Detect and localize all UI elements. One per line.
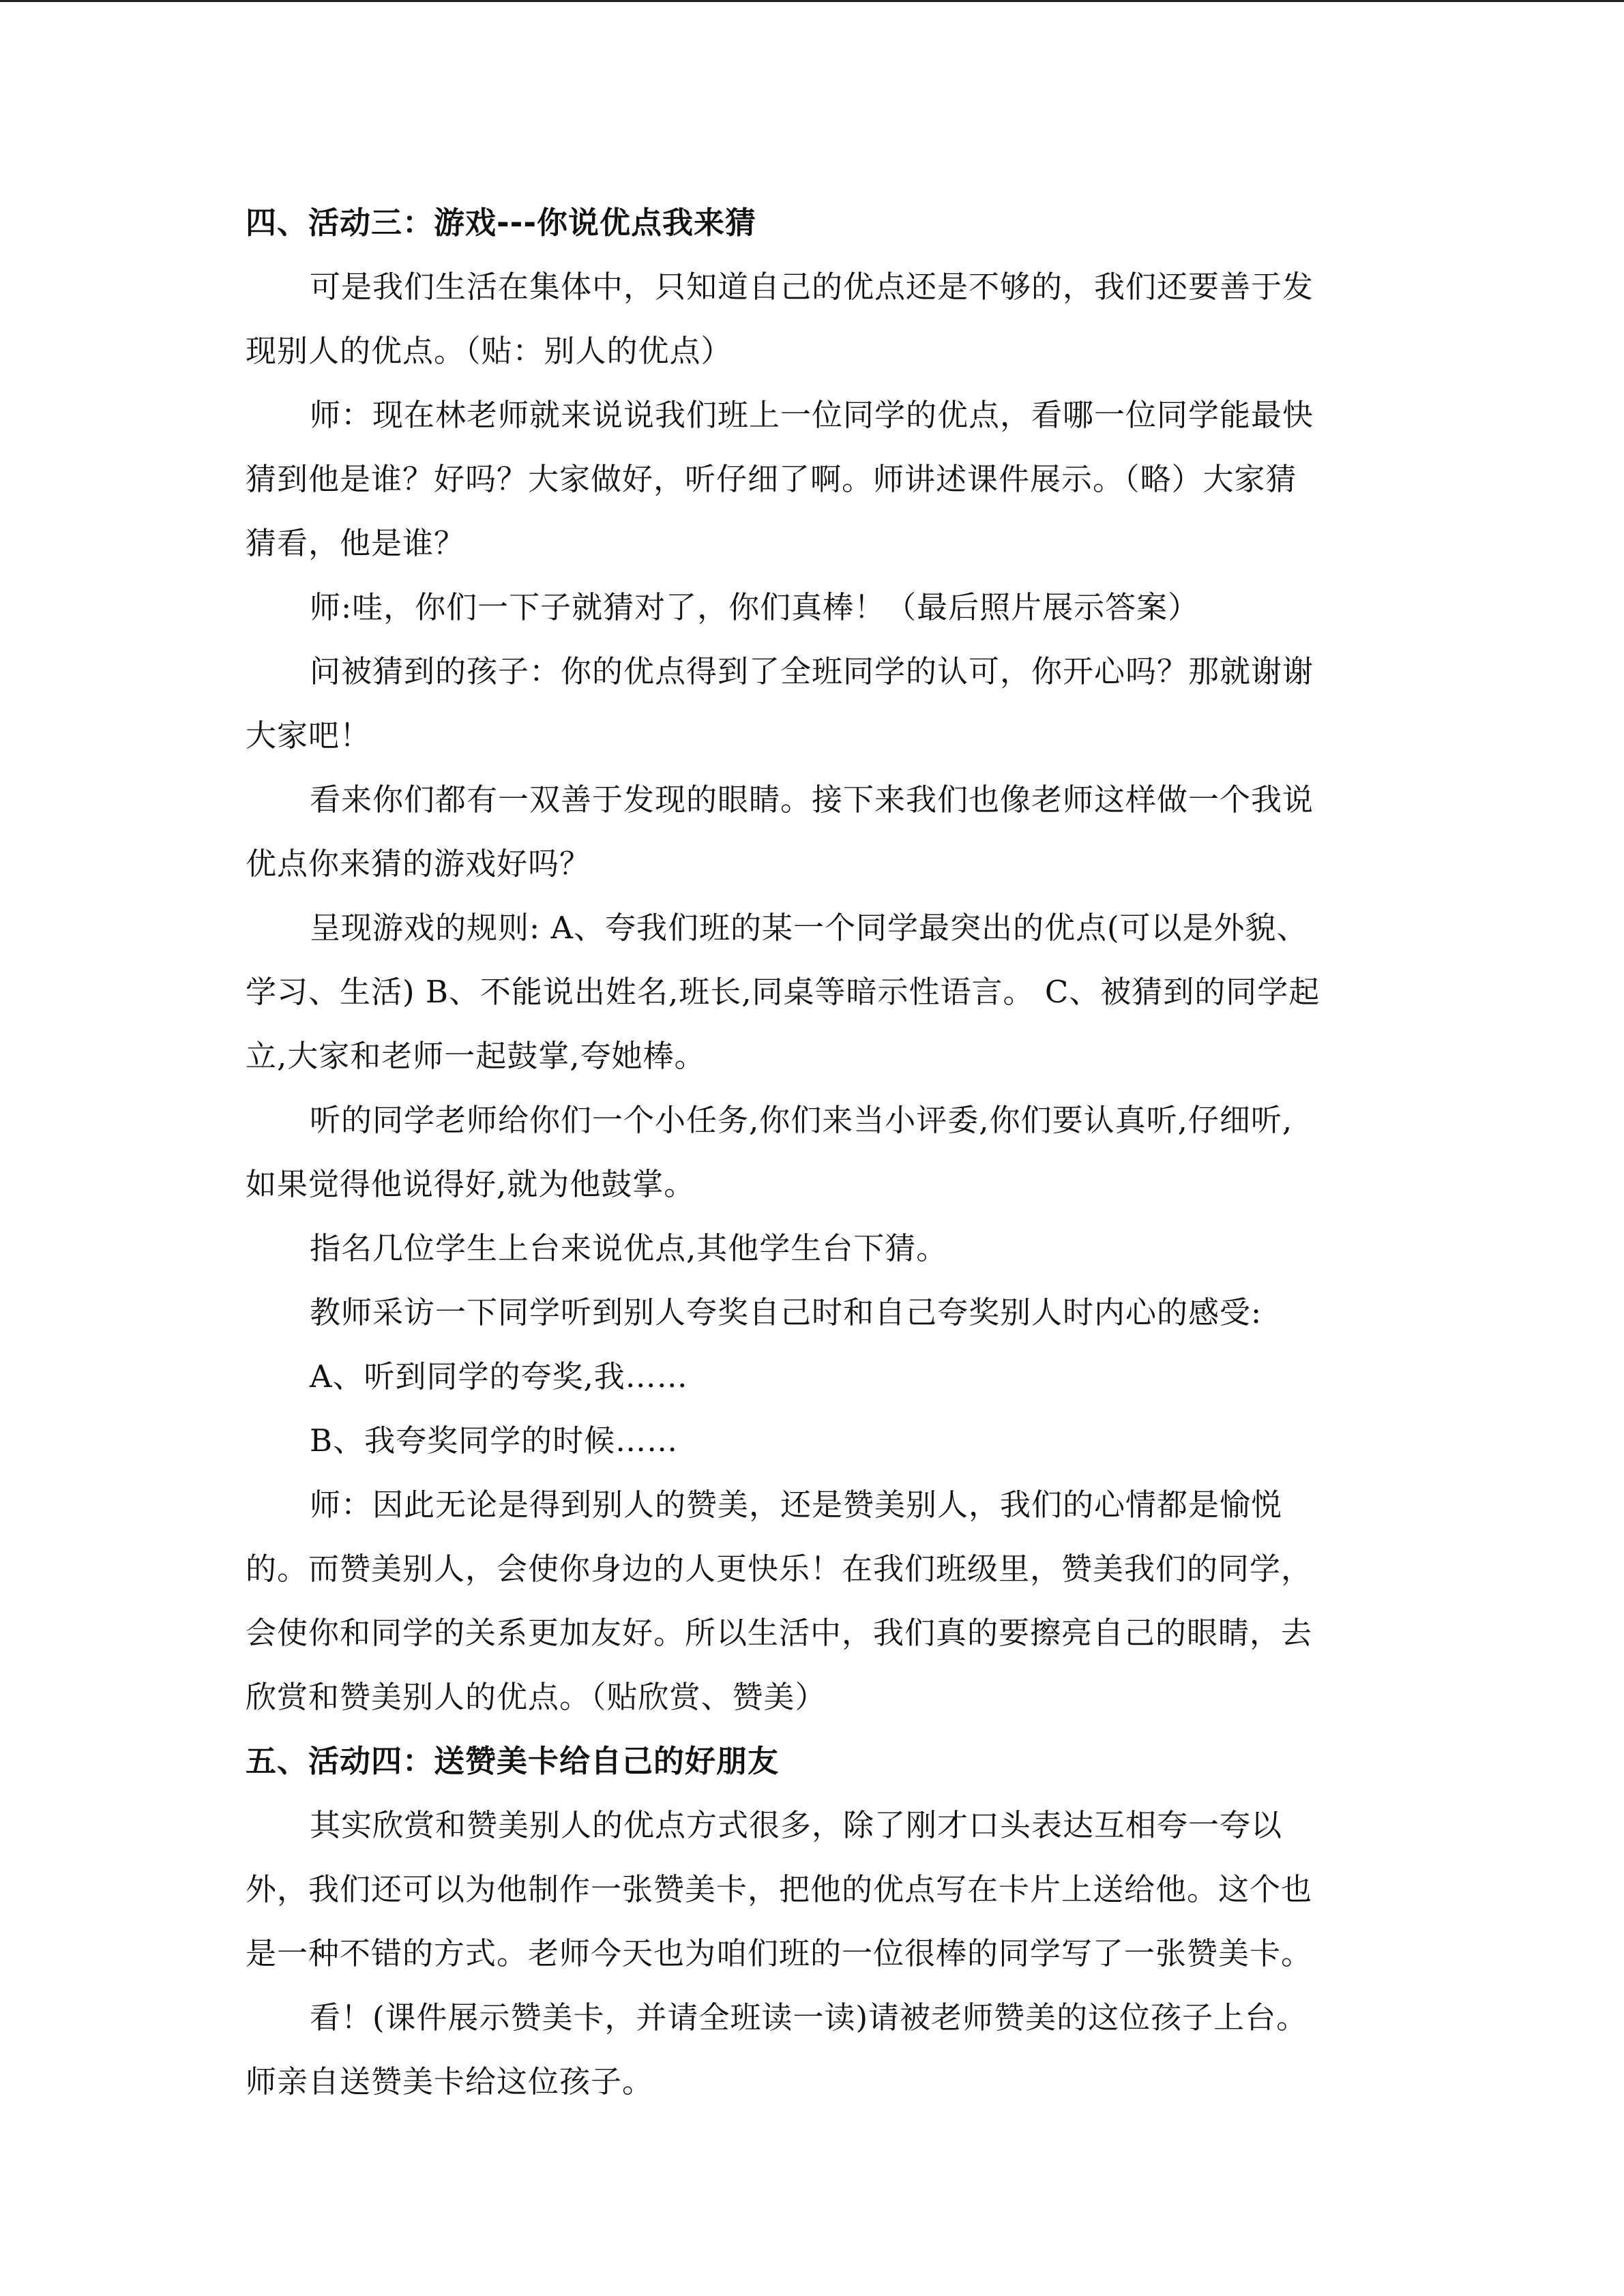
paragraph-line: 欣赏和赞美别人的优点。（贴欣赏、赞美） <box>246 1679 827 1715</box>
paragraph-line: 师：因此无论是得到别人的赞美，还是赞美别人，我们的心情都是愉悦 <box>310 1487 1283 1523</box>
paragraph-line: 其实欣赏和赞美别人的优点方式很多，除了刚才口头表达互相夸一夸以 <box>310 1807 1283 1843</box>
list-item: B、我夸奖同学的时候…… <box>310 1422 679 1459</box>
section-heading-activity-4: 五、活动四：送赞美卡给自己的好朋友 <box>246 1743 780 1779</box>
paragraph-line: 的。而赞美别人，会使你身边的人更快乐！在我们班级里，赞美我们的同学， <box>246 1551 1313 1587</box>
paragraph-line: 优点你来猜的游戏好吗？ <box>246 846 591 882</box>
paragraph-line: 大家吧！ <box>246 717 372 754</box>
paragraph-line: 师亲自送赞美卡给这位孩子。 <box>246 2063 654 2100</box>
game-rules-line: 立,大家和老师一起鼓掌,夸她棒。 <box>246 1038 706 1074</box>
paragraph-line: 可是我们生活在集体中，只知道自己的优点还是不够的，我们还要善于发 <box>310 269 1314 305</box>
section-heading-activity-3: 四、活动三：游戏---你说优点我来猜 <box>246 205 757 241</box>
document-body <box>246 191 1378 2114</box>
game-rules-line: 呈现游戏的规则: A、夸我们班的某一个同学最突出的优点(可以是外貌、 <box>310 910 1308 946</box>
game-rules-line: 学习、生活) B、不能说出姓名,班长,同桌等暗示性语言。 C、被猜到的同学起 <box>246 974 1320 1010</box>
paragraph-line: 看来你们都有一双善于发现的眼睛。接下来我们也像老师这样做一个我说 <box>310 781 1314 818</box>
paragraph-line: 会使你和同学的关系更加友好。所以生活中，我们真的要擦亮自己的眼睛，去 <box>246 1615 1313 1651</box>
paragraph-line: 教师采访一下同学听到别人夸奖自己时和自己夸奖别人时内心的感受: <box>310 1294 1263 1330</box>
paragraph-line: 问被猜到的孩子：你的优点得到了全班同学的认可，你开心吗？那就谢谢 <box>310 653 1314 689</box>
paragraph-line: 如果觉得他说得好,就为他鼓掌。 <box>246 1166 696 1202</box>
paragraph-line: 是一种不错的方式。老师今天也为咱们班的一位很棒的同学写了一张赞美卡。 <box>246 1935 1313 1971</box>
paragraph-line: 猜到他是谁？好吗？大家做好，听仔细了啊。师讲述课件展示。（略）大家猜 <box>246 461 1297 497</box>
paragraph-line: 师：现在林老师就来说说我们班上一位同学的优点，看哪一位同学能最快 <box>310 397 1314 433</box>
paragraph-line: 外，我们还可以为他制作一张赞美卡，把他的优点写在卡片上送给他。这个也 <box>246 1871 1313 1907</box>
top-border-line <box>0 0 1624 2</box>
list-item: A、听到同学的夸奖,我…… <box>310 1358 688 1395</box>
paragraph-line: 现别人的优点。（贴：别人的优点） <box>246 333 733 369</box>
paragraph-line: 猜看，他是谁？ <box>246 525 466 561</box>
paragraph-line: 看！(课件展示赞美卡，并请全班读一读)请被老师赞美的这位孩子上台。 <box>310 1999 1308 2036</box>
paragraph-line: 听的同学老师给你们一个小任务,你们来当小评委,你们要认真听,仔细听, <box>310 1102 1293 1138</box>
paragraph-line: 指名几位学生上台来说优点,其他学生台下猜。 <box>310 1230 948 1266</box>
paragraph-line: 师:哇，你们一下子就猜对了，你们真棒！（最后照片展示答案） <box>310 589 1200 625</box>
